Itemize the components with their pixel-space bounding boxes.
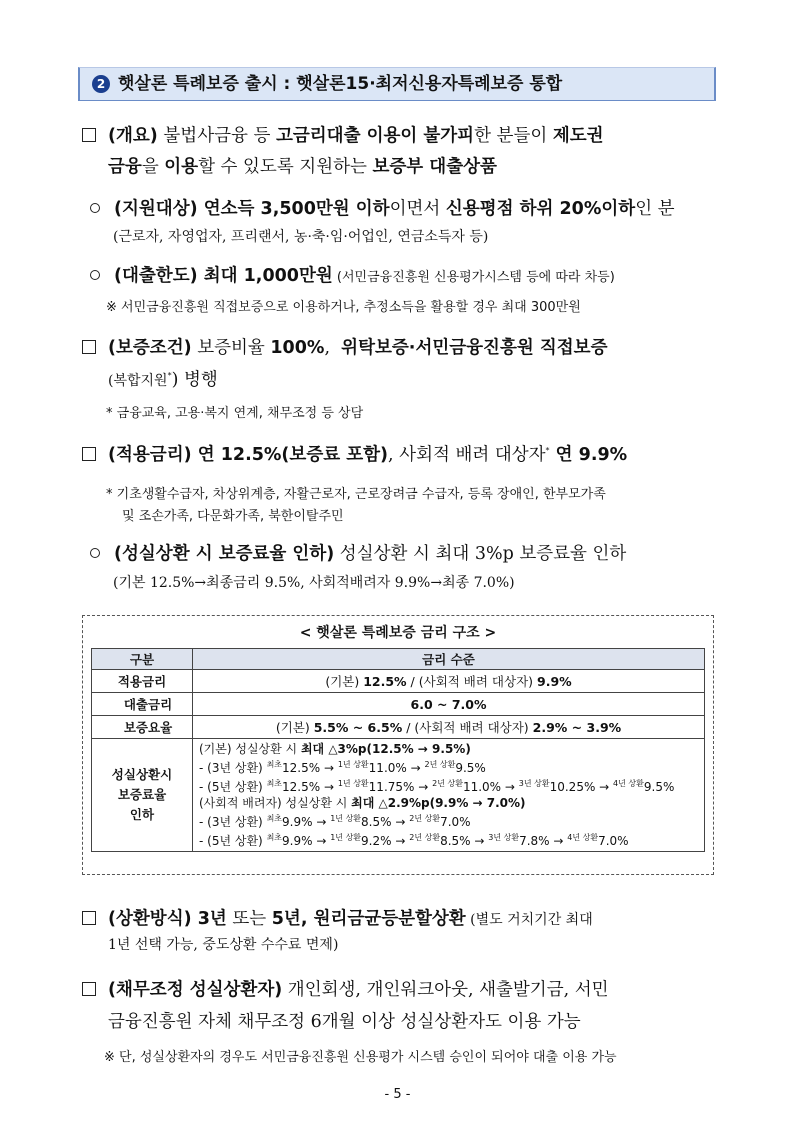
- checkbox-square-icon: [82, 340, 96, 354]
- repay-step-value: 11.0%: [462, 780, 502, 794]
- footnote-mark: *: [545, 446, 550, 456]
- rate-note-1: * 기초생활수급자, 차상위계층, 자활근로자, 근로장려금 수급자, 등록 장애인, 한부모가족: [106, 487, 606, 502]
- value-text: (기본): [325, 674, 364, 689]
- overview-line-1: [82, 122, 604, 147]
- repay-step-label: 2년 상환: [432, 779, 463, 788]
- overview-text: 할 수 있도록 지원하는: [198, 157, 373, 177]
- guarantee-emphasis: 100%: [270, 338, 325, 358]
- rate-emphasis: 연 9.9%: [549, 445, 628, 465]
- arrow-icon: →: [312, 834, 331, 848]
- repay-step-label: 4년 상환: [567, 833, 599, 842]
- repay-line: [199, 776, 698, 795]
- target-label: (지원대상): [114, 199, 198, 219]
- table-title: < 햇살론 특례보증 금리 구조 >: [299, 625, 497, 641]
- debt-line-1: [82, 976, 609, 1001]
- value-emphasis: 5.5% ~ 6.5%: [313, 720, 403, 735]
- overview-text: 을: [141, 157, 165, 177]
- target-sub: (근로자, 자영업자, 프리랜서, 농·축·임·어업인, 연금소득자 등): [113, 229, 489, 245]
- repay-step-value: 9.5%: [643, 780, 675, 794]
- debt-line-2: 금융진흥원 자체 채무조정 6개월 이상 성실상환자도 이용 가능: [108, 1012, 581, 1032]
- repay-line-prefix: (사회적 배려자) 성실상환 시: [199, 796, 352, 810]
- arrow-icon: →: [312, 815, 331, 829]
- rate-sub-line: [90, 540, 626, 565]
- arrow-icon: →: [501, 780, 519, 794]
- checkbox-square-icon: [82, 982, 96, 996]
- arrow-icon: →: [391, 834, 410, 848]
- guarantee-emphasis: 위탁보증·서민금융진흥원 직접보증: [341, 338, 608, 358]
- repay-step-label: 3년 상환: [488, 833, 520, 842]
- circle-bullet-icon: [90, 548, 100, 558]
- repay-step-label: 2년 상환: [409, 833, 441, 842]
- repay-step-label: 1년 상환: [330, 814, 362, 823]
- repay-line-prefix: - (5년 상환): [199, 834, 267, 848]
- repay-step-value: 12.5%: [282, 780, 321, 794]
- repay-step-label: 1년 상환: [330, 833, 362, 842]
- value-text: / (사회적 배려 대상자): [402, 720, 533, 735]
- guarantee-label: (보증조건): [108, 338, 192, 358]
- debt-label: (채무조정 성실상환자): [108, 980, 283, 1000]
- limit-emphasis: 최대 1,000만원: [197, 266, 333, 286]
- repay-step-value: 9.9%: [282, 834, 313, 848]
- target-text: 인 분: [635, 199, 675, 219]
- circle-bullet-icon: [90, 270, 100, 280]
- table-header-row: [92, 649, 705, 670]
- overview-emphasis: 이용: [164, 157, 199, 177]
- header-rate-level: 금리 수준: [193, 649, 705, 670]
- target-text: 이면서: [389, 199, 446, 219]
- repayment-emphasis: 3년: [191, 909, 227, 929]
- value-text: / (사회적 배려 대상자): [406, 674, 538, 689]
- arrow-icon: →: [320, 761, 338, 775]
- rate-sub-label: (성실상환 시 보증료율 인하): [114, 544, 335, 564]
- repay-step-label: 4년 상환: [613, 779, 644, 788]
- row-value: [193, 693, 705, 716]
- repay-step-value: 9.5%: [455, 761, 486, 775]
- table-row: [92, 693, 705, 716]
- rate-sub-text: 성실상환 시 최대 3%p 보증료율 인하: [334, 544, 627, 564]
- header-category: 구분: [92, 649, 193, 670]
- limit-label: (대출한도): [114, 266, 198, 286]
- guarantee-line-2: [108, 366, 218, 391]
- repay-line: [199, 741, 698, 757]
- arrow-icon: →: [320, 780, 338, 794]
- footnote-mark: *: [167, 371, 172, 381]
- repay-step-label: 1년 상환: [337, 760, 369, 769]
- checkbox-square-icon: [82, 447, 96, 461]
- repay-line-prefix: (기본) 성실상환 시: [199, 742, 301, 756]
- repay-step-value: 7.0%: [440, 815, 471, 829]
- repay-label-line: 보증료율: [117, 787, 167, 802]
- arrow-icon: →: [391, 815, 410, 829]
- section-header: [78, 67, 716, 101]
- limit-text: (서민금융진흥원 신용평가시스템 등에 따라 차등): [332, 270, 615, 285]
- repay-line-emphasis: 최대 △2.9%p(9.9% → 7.0%): [351, 796, 526, 810]
- section-title: 햇살론 특례보증 출시 : 햇살론15·최저신용자특례보증 통합: [118, 74, 563, 94]
- repayment-line-1: [82, 905, 593, 930]
- repay-label-line: 인하: [129, 807, 155, 822]
- repay-step-label: 최초: [266, 760, 283, 769]
- checkbox-square-icon: [82, 128, 96, 142]
- row-value: [193, 716, 705, 739]
- value-emphasis: 12.5%: [363, 674, 407, 689]
- repay-step-value: 10.25%: [549, 780, 596, 794]
- rate-line: [82, 441, 627, 466]
- repay-lines: [199, 741, 698, 849]
- repay-step-value: 7.0%: [598, 834, 629, 848]
- page-number: - 5 -: [384, 1087, 411, 1102]
- checkbox-square-icon: [82, 911, 96, 925]
- repayment-line-2: 1년 선택 가능, 중도상환 수수료 면제): [108, 937, 339, 953]
- guarantee-note: * 금융교육, 고용·복지 연계, 채무조정 등 상담: [106, 406, 364, 421]
- repay-line: [199, 757, 698, 776]
- value-emphasis: 9.9%: [537, 674, 572, 689]
- rate-note-2: 및 조손가족, 다문화가족, 북한이탈주민: [122, 509, 344, 524]
- repay-line-emphasis: 최대 △3%p(12.5% → 9.5%): [300, 742, 471, 756]
- overview-text: 불법사금융 등: [163, 126, 276, 146]
- arrow-icon: →: [470, 834, 489, 848]
- repay-line-prefix: - (3년 상환): [199, 815, 267, 829]
- overview-emphasis: 고금리대출 이용이 불가피: [275, 126, 475, 146]
- circle-bullet-icon: [90, 203, 100, 213]
- row-label: 대출금리: [92, 693, 193, 716]
- table-row-repay: [92, 739, 705, 852]
- rate-table: [91, 648, 705, 852]
- rate-emphasis: 연 12.5%(보증료 포함): [191, 445, 389, 465]
- repay-label: [92, 739, 193, 852]
- overview-emphasis: 보증부 대출상품: [372, 157, 497, 177]
- overview-line-2: [108, 153, 497, 178]
- arrow-icon: →: [414, 780, 433, 794]
- repay-label-line: 성실상환시: [111, 767, 173, 782]
- repay-step-value: 11.75%: [368, 780, 415, 794]
- overview-text: 한 분들이: [474, 126, 553, 146]
- repay-step-value: 7.8%: [519, 834, 550, 848]
- guarantee-text: 보증비율: [191, 338, 271, 358]
- repay-step-label: 3년 상환: [518, 779, 550, 788]
- value-emphasis: 6.0 ~ 7.0%: [410, 696, 487, 712]
- rate-text: , 사회적 배려 대상자: [388, 445, 546, 465]
- row-value: [193, 670, 705, 693]
- repay-step-label: 최초: [266, 779, 283, 788]
- guarantee-line-1: [82, 334, 608, 359]
- repay-step-value: 9.2%: [361, 834, 392, 848]
- repay-line: [199, 811, 698, 830]
- arrow-icon: →: [406, 761, 425, 775]
- guarantee-text: (복합지원: [108, 373, 168, 389]
- arrow-icon: →: [595, 780, 614, 794]
- row-label: 보증요율: [92, 716, 193, 739]
- guarantee-text: ) 병행: [171, 370, 218, 390]
- repay-step-label: 2년 상환: [424, 760, 456, 769]
- repay-step-value: 11.0%: [368, 761, 407, 775]
- rate-label: (적용금리): [108, 445, 192, 465]
- repay-line-prefix: - (3년 상환): [199, 761, 267, 775]
- target-line: [90, 195, 675, 220]
- table-row: [92, 716, 705, 739]
- value-text: (기본): [275, 720, 314, 735]
- repayment-emphasis: 5년, 원리금균등분할상환: [271, 909, 466, 929]
- rate-sub-paren: (기본 12.5%→최종금리 9.5%, 사회적배려자 9.9%→최종 7.0%): [113, 575, 515, 591]
- debt-note: ※ 단, 성실상환자의 경우도 서민금융진흥원 신용평가 시스템 승인이 되어야 대출 이용 가능: [104, 1050, 617, 1065]
- rate-structure-box: [82, 615, 714, 875]
- repay-details: [193, 739, 705, 852]
- limit-note: ※ 서민금융진흥원 직접보증으로 이용하거나, 추정소득을 활용할 경우 최대 300만원: [106, 300, 581, 315]
- limit-line: [90, 262, 615, 287]
- repay-step-value: 8.5%: [440, 834, 471, 848]
- repay-step-value: 9.9%: [282, 815, 313, 829]
- section-number-badge: 2: [92, 75, 110, 93]
- repayment-text: 또는: [226, 909, 272, 929]
- table-row: [92, 670, 705, 693]
- repay-step-value: 8.5%: [361, 815, 392, 829]
- repay-step-label: 1년 상환: [337, 779, 369, 788]
- row-label: 적용금리: [92, 670, 193, 693]
- repayment-label: (상환방식): [108, 909, 192, 929]
- guarantee-text: ,: [324, 338, 336, 358]
- overview-emphasis: 금융: [108, 157, 142, 177]
- repay-step-value: 12.5%: [282, 761, 321, 775]
- repayment-text: (별도 거치기간 최대: [465, 912, 593, 928]
- repay-line-prefix: - (5년 상환): [199, 780, 267, 794]
- overview-emphasis: 제도권: [552, 126, 604, 146]
- value-emphasis: 2.9% ~ 3.9%: [532, 720, 622, 735]
- target-emphasis: 신용평점 하위 20%이하: [445, 199, 636, 219]
- overview-label: (개요): [108, 126, 158, 146]
- debt-text: 개인회생, 개인워크아웃, 새출발기금, 서민: [282, 980, 609, 1000]
- repay-line: [199, 830, 698, 849]
- repay-step-label: 2년 상환: [409, 814, 441, 823]
- target-emphasis: 연소득 3,500만원 이하: [197, 199, 390, 219]
- repay-line: [199, 795, 698, 811]
- repay-step-label: 최초: [266, 814, 283, 823]
- repay-step-label: 최초: [266, 833, 283, 842]
- arrow-icon: →: [549, 834, 568, 848]
